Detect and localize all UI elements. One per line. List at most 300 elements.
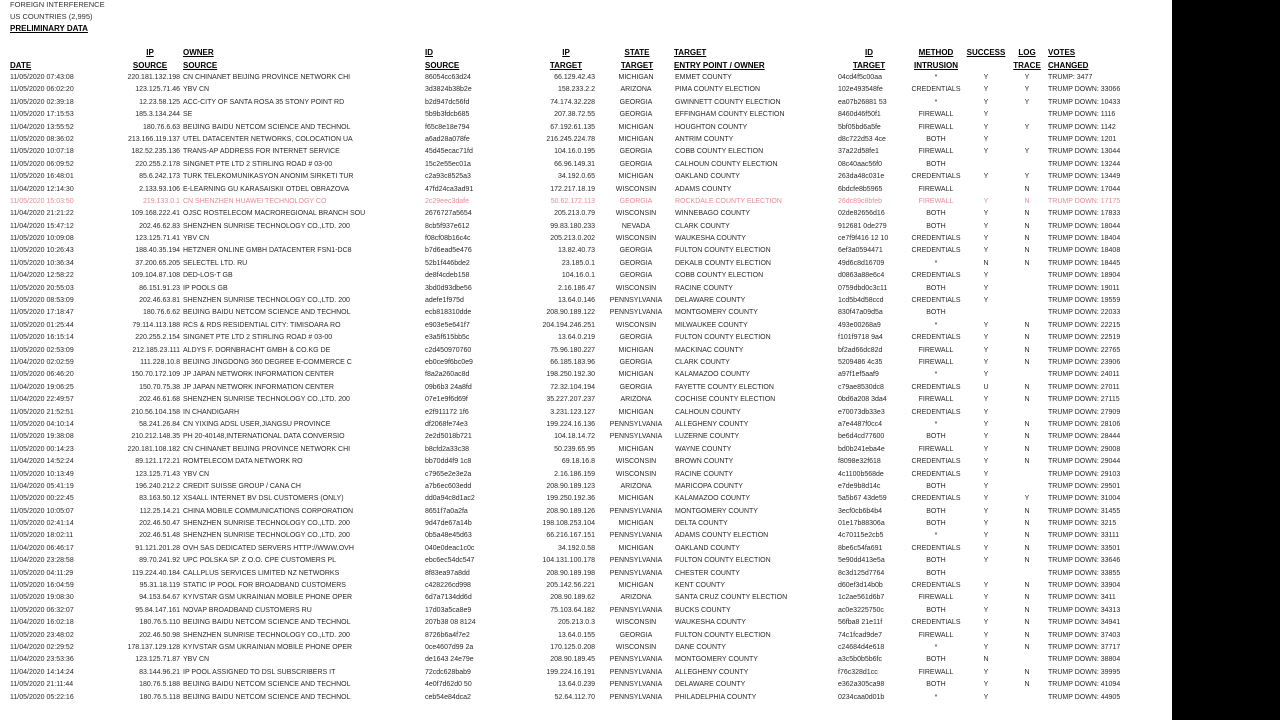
cell-ip-target: 13.64.0.155 — [558, 631, 595, 639]
cell-ip-source: 95.84.147.161 — [135, 606, 180, 614]
header-date: DATE — [10, 61, 32, 70]
cell-target-entry: COBB COUNTY ELECTION — [675, 272, 764, 280]
table-row — [0, 196, 1172, 208]
cell-ip-source: 178.137.129.128 — [127, 643, 180, 651]
cell-ip-source: 12.23.58.125 — [139, 98, 180, 106]
cell-ip-target: 2.16.186.47 — [558, 284, 595, 292]
cell-date: 11/05/2020 17:18:47 — [10, 309, 74, 317]
cell-ip-source: 219.133.0.1 — [143, 197, 180, 205]
header-ip-source-1: IP — [146, 48, 154, 57]
cell-votes-changed: TRUMP DOWN: 18044 — [1048, 222, 1121, 230]
cell-ip-target: 208.90.189.122 — [546, 309, 595, 317]
cell-target-entry: DELAWARE COUNTY — [675, 297, 746, 305]
cell-ip-target: 208.90.189.123 — [546, 482, 595, 490]
cell-votes-changed: TRUMP DOWN: 27115 — [1048, 396, 1120, 404]
cell-id-target: 8c3d125d7764 — [838, 569, 885, 577]
cell-id-source: c2d450970760 — [425, 346, 472, 354]
cell-date: 11/05/2020 10:13:49 — [10, 470, 74, 478]
cell-owner-source: RCS & RDS RESIDENTIAL CITY: TIMISOARA RO — [183, 321, 341, 329]
cell-id-target: 08c40aac56f0 — [838, 160, 882, 168]
table-row — [0, 97, 1172, 109]
cell-date: 11/05/2020 06:02:20 — [10, 86, 74, 94]
cell-success: Y — [983, 358, 989, 366]
preliminary-data-label: PRELIMINARY DATA — [10, 24, 88, 33]
cell-votes-changed: TRUMP DOWN: 37717 — [1048, 643, 1121, 651]
cell-method: CREDENTIALS — [911, 297, 961, 305]
cell-ip-target: 104.16.0.195 — [554, 148, 595, 156]
table-row — [0, 134, 1172, 146]
table-row — [0, 345, 1172, 357]
cell-ip-target: 75.96.180.227 — [550, 346, 595, 354]
cell-id-target: bd0b241eba4e — [838, 445, 885, 453]
cell-date: 11/05/2020 07:43:08 — [10, 74, 74, 81]
cell-id-target: 5bf05bd6a5fe — [838, 123, 881, 131]
cell-log-trace: Y — [1024, 86, 1030, 94]
cell-success: Y — [983, 123, 989, 131]
cell-id-target: f101f9718 9a4 — [838, 334, 883, 342]
cell-date: 11/05/2020 10:05:07 — [10, 507, 74, 515]
cell-votes-changed: TRUMP DOWN: 3215 — [1048, 520, 1117, 528]
cell-target-entry: HOUGHTON COUNTY — [675, 123, 748, 131]
cell-owner-source: SE — [183, 111, 193, 119]
cell-method: * — [934, 420, 938, 428]
cell-state-target: PENNSYLVANIA — [609, 656, 663, 664]
cell-success: Y — [983, 197, 989, 205]
cell-ip-source: 79.114.113.188 — [132, 321, 180, 329]
cell-state-target: MICHIGAN — [618, 346, 654, 354]
table-row — [0, 592, 1172, 604]
cell-id-source: b8cfd2a33c38 — [425, 445, 469, 453]
cell-target-entry: KALAMAZOO COUNTY — [675, 371, 751, 379]
cell-id-target: 3ecf0cb6b4b4 — [838, 507, 882, 515]
cell-success: Y — [983, 408, 989, 416]
cell-log-trace: N — [1024, 222, 1030, 230]
cell-target-entry: CLARK COUNTY — [675, 358, 730, 366]
cell-method: * — [934, 643, 938, 651]
cell-success: Y — [983, 693, 989, 701]
cell-ip-source: 212.185.23.111 — [132, 346, 180, 354]
cell-ip-source: 188.40.35.194 — [135, 247, 180, 255]
cell-state-target: PENNSYLVANIA — [609, 297, 663, 305]
cell-votes-changed: TRUMP DOWN: 22519 — [1048, 334, 1121, 342]
cell-date: 11/04/2020 14:52:24 — [10, 458, 74, 466]
cell-method: BOTH — [926, 482, 946, 490]
cell-id-source: 09b6b3 24a8fd — [425, 383, 472, 391]
cell-id-target: 4c70115e2cb5 — [838, 532, 884, 540]
cell-owner-source: HETZNER ONLINE GMBH DATACENTER FSN1-DC8 — [183, 247, 352, 255]
cell-target-entry: FULTON COUNTY ELECTION — [675, 247, 771, 255]
header-id-target-1: ID — [865, 48, 873, 57]
cell-target-entry: WINNEBAGO COUNTY — [675, 210, 751, 218]
cell-owner-source: ACC-CITY OF SANTA ROSA 35 STONY POINT RD — [183, 98, 345, 106]
cell-ip-source: 220.181.132.198 — [127, 74, 180, 81]
cell-id-target: 01e17b88306a — [838, 520, 885, 528]
cell-state-target: MICHIGAN — [618, 173, 654, 181]
cell-method: * — [934, 74, 938, 81]
cell-target-entry: OAKLAND COUNTY — [675, 544, 740, 552]
cell-state-target: WISCONSIN — [615, 458, 657, 466]
cell-owner-source: JP JAPAN NETWORK INFORMATION CENTER — [183, 383, 334, 391]
cell-owner-source: STATIC IP POOL FOR BROADBAND CUSTOMERS — [183, 582, 346, 590]
cell-ip-target: 66.96.149.31 — [554, 160, 595, 168]
cell-ip-target: 13.64.0.219 — [558, 334, 595, 342]
cell-ip-target: 204.194.246.251 — [542, 321, 595, 329]
cell-state-target: WISCONSIN — [615, 235, 657, 243]
table-row — [0, 407, 1172, 419]
cell-ip-source: 180.76.5.110 — [139, 619, 180, 627]
cell-log-trace: N — [1024, 235, 1030, 243]
cell-votes-changed: TRUMP DOWN: 22765 — [1048, 346, 1121, 354]
cell-owner-source: SHENZHEN SUNRISE TECHNOLOGY CO.,LTD. 200 — [183, 297, 350, 305]
cell-ip-target: 50.62.172.113 — [550, 197, 595, 205]
table-row — [0, 469, 1172, 481]
cell-date: 11/05/2020 02:39:18 — [10, 98, 74, 106]
cell-ip-source: 202.46.63.81 — [139, 297, 180, 305]
cell-votes-changed: TRUMP DOWN: 18445 — [1048, 259, 1121, 267]
cell-date: 11/05/2020 04:10:14 — [10, 420, 74, 428]
cell-id-target: 263da48c031e — [838, 173, 885, 181]
cell-state-target: PENNSYLVANIA — [609, 569, 663, 577]
cell-target-entry: ADAMS COUNTY ELECTION — [675, 532, 769, 540]
header-votes-changed-2: CHANGED — [1048, 61, 1089, 70]
cell-ip-source: 109.104.87.108 — [131, 272, 180, 280]
cell-date: 11/04/2020 14:14:24 — [10, 668, 74, 676]
header-owner-source-1: OWNER — [183, 48, 214, 57]
cell-id-target: a97f1ef5aaf9 — [838, 371, 879, 379]
cell-owner-source: SINGNET PTE LTD 2 STIRLING ROAD # 03-00 — [183, 160, 333, 168]
cell-method: BOTH — [926, 309, 946, 317]
cell-ip-source: 220.255.2.178 — [135, 160, 180, 168]
cell-log-trace: N — [1024, 532, 1030, 540]
cell-id-target: 830f47a09d5a — [838, 309, 883, 317]
cell-method: * — [934, 98, 938, 106]
cell-id-source: de8f4cdeb158 — [425, 272, 470, 280]
cell-ip-source: 202.46.50.47 — [139, 520, 180, 528]
table-row — [0, 481, 1172, 493]
cell-success: Y — [983, 321, 989, 329]
cell-target-entry: GWINNETT COUNTY ELECTION — [675, 98, 781, 106]
cell-state-target: GEORGIA — [619, 148, 653, 156]
cell-method: FIREWALL — [918, 631, 954, 639]
table-row — [0, 605, 1172, 617]
cell-method: BOTH — [926, 656, 946, 664]
cell-id-source: bb70dd4f9 1c8 — [425, 458, 472, 466]
cell-ip-target: 205.213.0.3 — [558, 619, 595, 627]
cell-id-source: 8726b6a4f7e2 — [425, 631, 470, 639]
cell-id-target: 26dc89c8bfeb — [838, 197, 882, 205]
table-row — [0, 332, 1172, 344]
cell-date: 11/05/2020 17:15:53 — [10, 111, 74, 119]
cell-votes-changed: TRUMP DOWN: 28106 — [1048, 420, 1121, 428]
table-row — [0, 493, 1172, 505]
cell-owner-source: SHENZHEN SUNRISE TECHNOLOGY CO.,LTD. 200 — [183, 520, 350, 528]
cell-state-target: PENNSYLVANIA — [609, 532, 663, 540]
table-row — [0, 543, 1172, 555]
cell-state-target: MICHIGAN — [618, 520, 654, 528]
table-row — [0, 307, 1172, 319]
cell-votes-changed: TRUMP DOWN: 28444 — [1048, 433, 1121, 441]
cell-ip-source: 220.255.2.154 — [135, 334, 180, 342]
cell-owner-source: SHENZHEN SUNRISE TECHNOLOGY CO.,LTD. 200 — [183, 222, 350, 230]
cell-date: 11/05/2020 10:09:08 — [10, 235, 74, 243]
cell-id-target: ce7f9f416 12 10 — [838, 235, 889, 243]
cell-success: Y — [983, 210, 989, 218]
cell-id-source: 45d45ecac71fd — [425, 148, 473, 156]
table-row — [0, 233, 1172, 245]
cell-votes-changed: TRUMP DOWN: 17833 — [1048, 210, 1121, 218]
cell-method: FIREWALL — [918, 358, 954, 366]
cell-votes-changed: TRUMP DOWN: 33904 — [1048, 582, 1121, 590]
cell-ip-target: 158.233.2.2 — [558, 86, 595, 94]
cell-log-trace: N — [1024, 631, 1030, 639]
cell-log-trace: Y — [1024, 148, 1030, 156]
cell-ip-source: 180.76.6.63 — [143, 123, 180, 131]
cell-owner-source: PH 20-40148,INTERNATIONAL DATA CONVERSIO — [183, 433, 345, 441]
cell-owner-source: UPC POLSKA SP. Z O.O. CPE CUSTOMERS PL — [183, 557, 337, 565]
cell-date: 11/04/2020 16:02:18 — [10, 619, 74, 627]
cell-state-target: GEORGIA — [619, 247, 653, 255]
cell-success: Y — [983, 371, 989, 379]
cell-date: 11/04/2020 19:06:25 — [10, 383, 74, 391]
cell-id-target: 493e00268a9 — [838, 321, 881, 329]
cell-votes-changed: TRUMP DOWN: 19011 — [1048, 284, 1120, 292]
cell-date: 11/05/2020 04:11:29 — [10, 569, 74, 577]
cell-ip-target: 104.18.14.72 — [554, 433, 595, 441]
cell-log-trace: N — [1024, 594, 1030, 602]
table-row — [0, 530, 1172, 542]
cell-votes-changed: TRUMP DOWN: 1201 — [1048, 135, 1117, 143]
cell-votes-changed: TRUMP DOWN: 31455 — [1048, 507, 1121, 515]
cell-owner-source: IP POOLS GB — [183, 284, 228, 292]
data-table-body — [0, 72, 1172, 704]
cell-id-source: 17d03a5ca8e9 — [425, 606, 472, 614]
cell-success: Y — [983, 594, 989, 602]
cell-date: 11/04/2020 23:53:36 — [10, 656, 74, 664]
cell-method: * — [934, 321, 938, 329]
cell-id-source: 8cb5f937e612 — [425, 222, 470, 230]
cell-date: 11/05/2020 02:53:09 — [10, 346, 74, 354]
cell-success: Y — [983, 297, 989, 305]
cell-owner-source: OJSC ROSTELECOM MACROREGIONAL BRANCH SOU — [183, 210, 366, 218]
cell-id-target: bf2ad66dc82d — [838, 346, 883, 354]
cell-target-entry: DELTA COUNTY — [675, 520, 728, 528]
cell-id-source: e2f911172 1f6 — [425, 408, 469, 416]
cell-ip-target: 23.185.0.1 — [561, 259, 595, 267]
cell-success: Y — [983, 532, 989, 540]
cell-date: 11/05/2020 00:14:23 — [10, 445, 74, 453]
cell-date: 11/04/2020 05:41:19 — [10, 482, 74, 490]
cell-state-target: WISCONSIN — [615, 210, 657, 218]
cell-ip-target: 3.231.123.127 — [550, 408, 595, 416]
cell-log-trace: Y — [1024, 495, 1030, 503]
cell-target-entry: PIMA COUNTY ELECTION — [675, 86, 761, 94]
table-row — [0, 667, 1172, 679]
cell-state-target: GEORGIA — [619, 358, 653, 366]
cell-state-target: MICHIGAN — [618, 135, 654, 143]
cell-method: FIREWALL — [918, 346, 954, 354]
table-row — [0, 419, 1172, 431]
cell-target-entry: MONTGOMERY COUNTY — [675, 309, 758, 317]
cell-ip-source: 202.46.62.83 — [139, 222, 180, 230]
cell-id-source: c7965e2e3e2a — [425, 470, 472, 478]
cell-date: 11/05/2020 16:04:59 — [10, 582, 74, 590]
cell-method: FIREWALL — [918, 668, 954, 676]
cell-votes-changed: TRUMP DOWN: 1142 — [1048, 123, 1116, 131]
cell-id-source: de1643 24e79e — [425, 656, 474, 664]
table-row — [0, 295, 1172, 307]
cell-ip-source: 89.70.241.92 — [139, 557, 180, 565]
document-subtitle: US COUNTRIES (2,995) — [10, 12, 93, 21]
table-row — [0, 171, 1172, 183]
cell-ip-target: 74.174.32.228 — [550, 98, 595, 106]
cell-log-trace: N — [1024, 247, 1030, 255]
cell-target-entry: MARICOPA COUNTY — [675, 482, 743, 490]
cell-ip-source: 196.240.212.2 — [135, 482, 180, 490]
cell-votes-changed: TRUMP DOWN: 18404 — [1048, 235, 1121, 243]
cell-id-source: ceb54e84dca2 — [425, 693, 471, 701]
cell-owner-source: SHENZHEN SUNRISE TECHNOLOGY CO.,LTD. 200 — [183, 396, 350, 404]
cell-target-entry: EFFINGHAM COUNTY ELECTION — [675, 111, 785, 119]
cell-success: Y — [983, 544, 989, 552]
cell-state-target: GEORGIA — [619, 111, 653, 119]
cell-id-target: f76c328d1cc — [838, 668, 878, 676]
cell-target-entry: MILWAUKEE COUNTY — [675, 321, 748, 329]
cell-ip-source: 85.6.242.173 — [139, 173, 180, 181]
cell-id-source: 9d47de67a14b — [425, 520, 472, 528]
cell-state-target: GEORGIA — [619, 259, 653, 267]
cell-log-trace: N — [1024, 358, 1030, 366]
cell-log-trace: N — [1024, 321, 1030, 329]
cell-method: BOTH — [926, 135, 946, 143]
cell-votes-changed: TRUMP DOWN: 13244 — [1048, 160, 1121, 168]
cell-id-source: 07e1e9f6d69f — [425, 396, 468, 404]
cell-date: 11/05/2020 02:41:14 — [10, 520, 74, 528]
cell-date: 11/04/2020 02:29:52 — [10, 643, 74, 651]
cell-target-entry: CLARK COUNTY — [675, 222, 730, 230]
cell-ip-source: 112.25.14.21 — [139, 507, 180, 515]
cell-ip-target: 172.217.18.19 — [550, 185, 595, 193]
cell-id-target: 74c1fcad9de7 — [838, 631, 882, 639]
cell-target-entry: KALAMAZOO COUNTY — [675, 495, 751, 503]
cell-id-target: be6d4cd77600 — [838, 433, 885, 441]
cell-state-target: NEVADA — [621, 222, 651, 230]
cell-method: CREDENTIALS — [911, 582, 961, 590]
cell-owner-source: CN YIXING ADSL USER,JIANGSU PROVINCE — [183, 420, 331, 428]
cell-ip-target: 205.213.0.79 — [554, 210, 595, 218]
cell-success: Y — [983, 495, 989, 503]
cell-date: 11/05/2020 08:36:02 — [10, 135, 74, 143]
cell-id-target: 912681 0de279 — [838, 222, 887, 230]
table-row — [0, 630, 1172, 642]
cell-success: Y — [983, 173, 989, 181]
cell-id-target: 5209486 4c35 — [838, 358, 883, 366]
cell-votes-changed: TRUMP DOWN: 38804 — [1048, 656, 1121, 664]
cell-log-trace: N — [1024, 197, 1030, 205]
cell-ip-target: 66.129.42.43 — [554, 74, 595, 81]
cell-state-target: PENNSYLVANIA — [609, 557, 663, 565]
cell-id-source: 86054cc63d24 — [425, 74, 471, 81]
cell-ip-target: 216.245.224.78 — [546, 135, 595, 143]
cell-log-trace: N — [1024, 557, 1030, 565]
cell-owner-source: YBV CN — [183, 235, 210, 243]
cell-success: Y — [983, 557, 989, 565]
cell-owner-source: SHENZHEN SUNRISE TECHNOLOGY CO.,LTD. 200 — [183, 532, 350, 540]
cell-votes-changed: TRUMP DOWN: 17044 — [1048, 185, 1121, 193]
cell-success: Y — [983, 681, 989, 689]
cell-id-target: e70073db33e3 — [838, 408, 885, 416]
cell-ip-source: 2.133.93.106 — [139, 185, 180, 193]
cell-success: Y — [983, 631, 989, 639]
cell-date: 11/04/2020 21:21:22 — [10, 210, 74, 218]
cell-ip-target: 72.32.104.194 — [550, 383, 595, 391]
cell-log-trace: N — [1024, 668, 1030, 676]
cell-ip-source: 89.121.172.21 — [135, 458, 180, 466]
cell-target-entry: MACKINAC COUNTY — [675, 346, 744, 354]
cell-ip-target: 208.90.189.126 — [546, 507, 595, 515]
table-row — [0, 221, 1172, 233]
header-ip-target-1: IP — [562, 48, 570, 57]
cell-ip-target: 34.192.0.65 — [558, 173, 595, 181]
cell-method: CREDENTIALS — [911, 235, 961, 243]
cell-owner-source: BEIJING JINGDONG 360 DEGREE E-COMMERCE C — [183, 358, 352, 366]
cell-log-trace: N — [1024, 334, 1030, 342]
cell-id-target: e7de9b8d14c — [838, 482, 881, 490]
cell-state-target: WISCONSIN — [615, 185, 657, 193]
cell-date: 11/05/2020 19:08:30 — [10, 594, 74, 602]
cell-votes-changed: TRUMP DOWN: 18904 — [1048, 272, 1121, 280]
cell-date: 11/05/2020 18:02:11 — [10, 532, 74, 540]
cell-owner-source: TRANS-AP ADDRESS FOR INTERNET SERVICE — [183, 148, 340, 156]
cell-target-entry: FULTON COUNTY ELECTION — [675, 631, 771, 639]
cell-ip-target: 170.125.0.208 — [550, 643, 595, 651]
cell-method: FIREWALL — [918, 111, 954, 119]
cell-date: 11/04/2020 22:49:57 — [10, 396, 74, 404]
cell-id-target: 5e90dd413e5a — [838, 557, 885, 565]
cell-ip-target: 104.131.100.178 — [542, 557, 595, 565]
cell-ip-source: 150.70.75.38 — [139, 383, 180, 391]
cell-success: Y — [983, 396, 989, 404]
cell-target-entry: CALHOUN COUNTY — [675, 408, 741, 416]
cell-id-target: 49d6c8d16709 — [838, 259, 885, 267]
cell-votes-changed: TRUMP DOWN: 31004 — [1048, 495, 1121, 503]
cell-success: Y — [983, 148, 989, 156]
cell-method: BOTH — [926, 681, 946, 689]
cell-votes-changed: TRUMP DOWN: 34941 — [1048, 619, 1121, 627]
cell-votes-changed: TRUMP DOWN: 17175 — [1048, 197, 1121, 205]
header-log-trace-2: TRACE — [1013, 61, 1041, 70]
cell-id-target: d60ef3d14b0b — [838, 582, 883, 590]
cell-success: Y — [983, 86, 989, 94]
cell-id-target: 02de82656d16 — [838, 210, 885, 218]
cell-method: CREDENTIALS — [911, 272, 961, 280]
cell-id-target: d0863a88e6c4 — [838, 272, 885, 280]
table-row — [0, 369, 1172, 381]
cell-id-target: 1cd5b4d58ccd — [838, 297, 884, 305]
cell-method: BOTH — [926, 606, 946, 614]
cell-id-source: 52b1f446bde2 — [425, 259, 470, 267]
cell-votes-changed: TRUMP DOWN: 18408 — [1048, 247, 1121, 255]
cell-log-trace: N — [1024, 619, 1030, 627]
cell-state-target: WISCONSIN — [615, 643, 657, 651]
cell-id-source: c428226cd998 — [425, 582, 471, 590]
cell-state-target: PENNSYLVANIA — [609, 693, 663, 701]
header-state-target-1: STATE — [624, 48, 650, 57]
table-row — [0, 506, 1172, 518]
cell-success: Y — [983, 111, 989, 119]
cell-state-target: PENNSYLVANIA — [609, 309, 663, 317]
cell-votes-changed: TRUMP DOWN: 39995 — [1048, 668, 1121, 676]
cell-votes-changed: TRUMP DOWN: 27011 — [1048, 383, 1120, 391]
